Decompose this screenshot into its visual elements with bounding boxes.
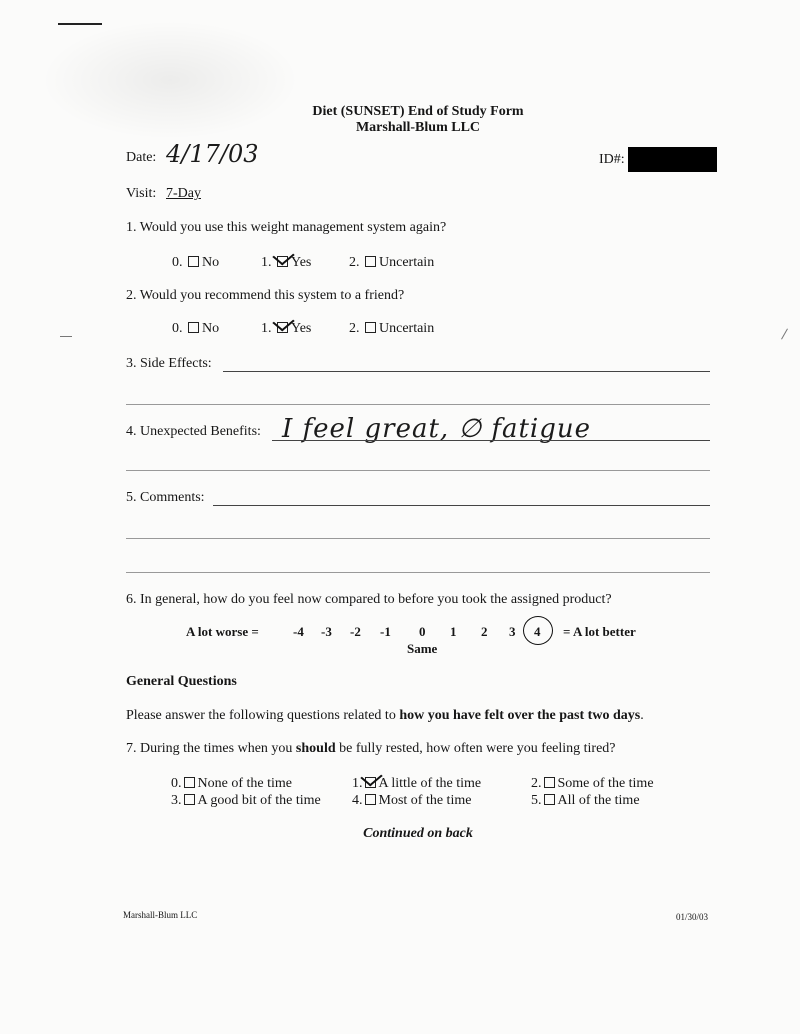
q2-yes-num: 1. — [261, 321, 275, 336]
checkbox-icon[interactable] — [184, 777, 195, 788]
q7-option-5[interactable] — [531, 793, 640, 809]
checkbox-icon[interactable] — [188, 322, 199, 333]
scale-option--4[interactable]: -4 — [293, 624, 304, 639]
q7-option-label: A little of the time — [378, 776, 482, 791]
q6-text: 6. In general, how do you feel now compared to before you took the assigned product? — [126, 592, 612, 607]
footer-company: Marshall-Blum LLC — [123, 910, 198, 920]
date-value: 4/17/03 — [166, 140, 259, 168]
checkbox-icon[interactable] — [544, 794, 555, 805]
q4-answer-line[interactable] — [272, 440, 710, 441]
scale-option-2[interactable]: 2 — [481, 624, 488, 639]
date-label: Date: — [126, 150, 157, 165]
q1-option-uncertain[interactable] — [349, 255, 434, 271]
q5-label: 5. Comments: — [126, 490, 205, 505]
q7-option-1[interactable] — [352, 776, 481, 792]
checkbox-icon[interactable] — [365, 794, 376, 805]
q7-option-num: 2. — [531, 776, 542, 791]
q4-handwritten-answer: I feel great, ∅ fatigue — [282, 414, 592, 444]
footer-date: 01/30/03 — [676, 912, 709, 922]
q1-option-no[interactable] — [172, 255, 219, 271]
q5-answer-line[interactable] — [213, 505, 710, 506]
general-questions-heading: General Questions — [126, 674, 237, 689]
q7-text — [126, 741, 616, 757]
scan-mark — [58, 23, 102, 25]
q1-uncertain-label: Uncertain — [379, 255, 435, 270]
q7-option-2[interactable] — [531, 776, 654, 792]
q1-no-label: No — [202, 255, 220, 270]
checked-checkbox-icon[interactable] — [277, 256, 288, 267]
checkbox-icon[interactable] — [184, 794, 195, 805]
q3-answer-line[interactable] — [223, 371, 710, 372]
checkbox-icon[interactable] — [365, 256, 376, 267]
general-instruction — [126, 708, 644, 724]
q7-text-bold: should — [295, 741, 336, 756]
margin-mark — [781, 329, 788, 340]
q1-yes-label: Yes — [291, 255, 312, 270]
instruction-pre: Please answer the following questions related to — [126, 708, 400, 723]
q7-option-num: 0. — [171, 776, 182, 791]
checkbox-icon[interactable] — [365, 322, 376, 333]
q5-answer-line-2[interactable] — [126, 538, 710, 539]
q7-option-label: Most of the time — [378, 793, 472, 808]
visit-label: Visit: — [126, 186, 157, 201]
q1-uncertain-num: 2. — [349, 255, 363, 270]
q7-option-num: 5. — [531, 793, 542, 808]
company-name: Marshall-Blum LLC — [355, 120, 481, 135]
scale-option-0[interactable]: 0 — [419, 624, 426, 639]
continued-on-back: Continued on back — [363, 826, 473, 841]
q2-no-label: No — [202, 321, 220, 336]
instruction-bold: how you have felt over the past two days — [399, 708, 641, 723]
q2-option-no[interactable] — [172, 321, 219, 337]
q2-option-uncertain[interactable] — [349, 321, 434, 337]
q7-option-label: Some of the time — [557, 776, 654, 791]
checked-checkbox-icon[interactable] — [365, 777, 376, 788]
q7-option-label: None of the time — [197, 776, 292, 791]
q2-no-num: 0. — [172, 321, 186, 336]
q1-yes-num: 1. — [261, 255, 275, 270]
q2-uncertain-num: 2. — [349, 321, 363, 336]
selected-circle-icon — [523, 616, 553, 645]
q7-option-label: All of the time — [557, 793, 640, 808]
q7-option-num: 3. — [171, 793, 182, 808]
q1-option-yes[interactable] — [261, 255, 311, 271]
scale-option--2[interactable]: -2 — [350, 624, 361, 639]
scale-option--3[interactable]: -3 — [321, 624, 332, 639]
q1-text: 1. Would you use this weight management system again? — [126, 220, 447, 235]
q5-answer-line-3[interactable] — [126, 572, 710, 573]
q7-option-3[interactable] — [171, 793, 321, 809]
q2-uncertain-label: Uncertain — [379, 321, 435, 336]
instruction-post: . — [640, 708, 644, 723]
q4-label: 4. Unexpected Benefits: — [126, 424, 261, 439]
q7-option-num: 1. — [352, 776, 363, 791]
q3-answer-line-2[interactable] — [126, 404, 710, 405]
q7-text-pre: 7. During the times when you — [126, 741, 296, 756]
q7-option-num: 4. — [352, 793, 363, 808]
visit-value: 7-Day — [166, 186, 201, 201]
scale-option--1[interactable]: -1 — [380, 624, 391, 639]
q7-option-0[interactable] — [171, 776, 292, 792]
q4-answer-line-2[interactable] — [126, 470, 710, 471]
form-title: Diet (SUNSET) End of Study Form — [312, 104, 524, 119]
scale-left-label: A lot worse = — [186, 624, 259, 639]
checkbox-icon[interactable] — [188, 256, 199, 267]
margin-mark — [60, 336, 72, 337]
q1-no-num: 0. — [172, 255, 186, 270]
q2-yes-label: Yes — [291, 321, 312, 336]
scale-option-4[interactable]: 4 — [534, 624, 541, 639]
q2-text: 2. Would you recommend this system to a friend? — [126, 288, 405, 303]
scale-center-label: Same — [407, 641, 438, 656]
checkbox-icon[interactable] — [544, 777, 555, 788]
id-redacted-block — [628, 147, 717, 172]
q2-option-yes[interactable] — [261, 321, 311, 337]
checked-checkbox-icon[interactable] — [277, 322, 288, 333]
q7-option-label: A good bit of the time — [197, 793, 321, 808]
q7-option-4[interactable] — [352, 793, 471, 809]
q7-text-post: be fully rested, how often were you feeling tired? — [335, 741, 616, 756]
scale-option-1[interactable]: 1 — [450, 624, 457, 639]
q3-label: 3. Side Effects: — [126, 356, 212, 371]
scale-right-label: = A lot better — [563, 624, 636, 639]
id-label: ID#: — [599, 152, 625, 167]
scale-option-3[interactable]: 3 — [509, 624, 516, 639]
